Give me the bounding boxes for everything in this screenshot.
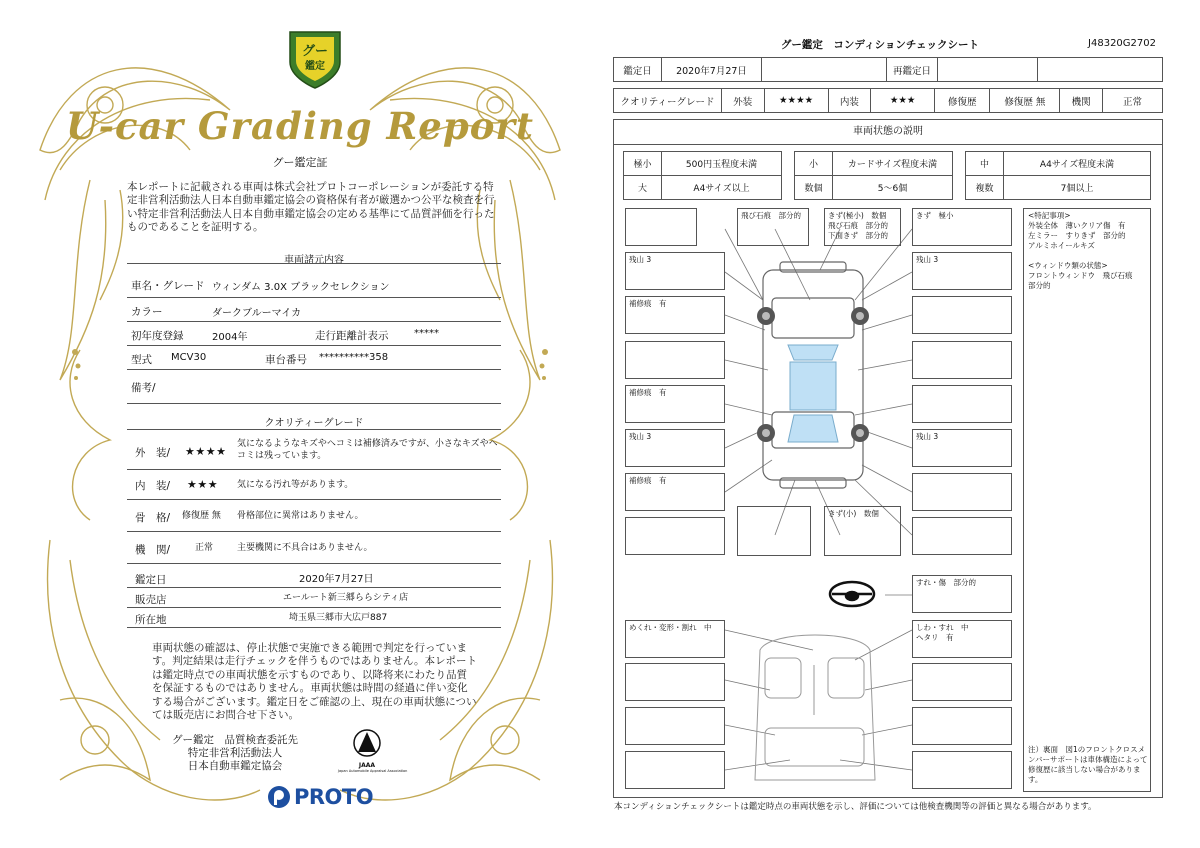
box-seat-left-2 <box>625 663 725 701</box>
sheet-code: J48320G2702 <box>1088 38 1156 49</box>
box-seat-left: めくれ・変形・割れ 中 <box>625 620 725 658</box>
interior-stars: ★★★ <box>187 478 219 491</box>
address-value: 埼玉県三郷市大広戸887 <box>289 613 388 623</box>
spec-row-color: カラー ダークブルーマイカ <box>127 298 501 322</box>
goo-kantei-badge <box>286 28 344 90</box>
date-table: 鑑定日 2020年7月27日 再鑑定日 <box>613 57 1163 82</box>
box-seat-right-3 <box>912 707 1012 745</box>
jaaa-emblem-icon <box>352 728 382 758</box>
frame-comment: 骨格部位に異常はありません。 <box>237 511 364 521</box>
jaaa-logo: JAAA Japan Automobile Appraisal Association <box>338 728 396 773</box>
box-seat-left-3 <box>625 707 725 745</box>
report-title: U-car Grading Report <box>66 104 534 148</box>
grade-table: クオリティーグレード 外装 ★★★★ 内装 ★★★ 修復歴 修復歴 無 機関 正常 <box>613 88 1163 113</box>
box-right-1: 残山 3 <box>912 252 1012 290</box>
box-left-2: 補修痕 有 <box>625 296 725 334</box>
sheet-title: グー鑑定 コンディションチェックシート <box>780 39 980 51</box>
info-row-dealer: 販売店 エールート新三郷ららシティ店 <box>127 588 501 608</box>
condition-check-sheet <box>600 0 1200 848</box>
box-left-1: 残山 3 <box>625 252 725 290</box>
box-bottom-1 <box>625 517 725 555</box>
box-left-3 <box>625 341 725 379</box>
sheet-bottom-note: 本コンディションチェックシートは鑑定時点の車両状態を示し、評価については他検査機関等の評価と異なる場合があります。 <box>614 802 1097 812</box>
box-top-4: きず(極小) 数個 飛び石痕 部分的 下面きず 部分的 <box>824 208 901 246</box>
engine-value: 正常 <box>195 543 214 553</box>
org-block: グー鑑定 品質検査委託先 特定非営利活動法人 日本自動車鑑定協会 <box>172 734 298 772</box>
sheet-date: 2020年7月27日 <box>662 58 762 82</box>
info-row-address: 所在地 埼玉県三郷市大広戸887 <box>127 608 501 628</box>
model-value: MCV30 <box>171 352 207 363</box>
divider <box>127 426 501 430</box>
box-right-6 <box>912 473 1012 511</box>
spec-row-name: 車名・グレード ウィンダム 3.0X ブラックセレクション <box>127 272 501 298</box>
box-right-3 <box>912 341 1012 379</box>
exterior-stars: ★★★★ <box>185 445 227 458</box>
exterior-comment: 気になるようなキズやヘコミは補修済みですが、小さなキズやヘコミは残っています。 <box>237 439 498 461</box>
certificate-intro: 本レポートに記載される車両は株式会社プロトコーポレーションが委託する特定非営利活動法人日本自動車鑑定協会の資格保有者が厳選かつ公平な検査を行い特定非営利活動法人日本自動車鑑定協会の定める基準にて品質評価を行ったものであることを証明する。 <box>127 181 495 234</box>
special-notes: <特記事項> 外装全体 薄いクリア傷 有 左ミラー すりきず 部分的 アルミホイールキズ <ウィンドウ類の状態> フロントウィンドウ 飛び石痕 部分的 <box>1028 211 1133 290</box>
car-name-value: ウィンダム 3.0X ブラックセレクション <box>212 282 390 293</box>
box-top-5: きず 極小 <box>912 208 1012 246</box>
box-top-1 <box>625 208 697 246</box>
box-left-6: 補修痕 有 <box>625 473 725 511</box>
proto-logo: PROTO <box>266 784 373 810</box>
quality-heading: クオリティーグレード <box>264 418 364 429</box>
sheet-exterior-stars: ★★★★ <box>764 89 828 113</box>
svg-text:鑑定: 鑑定 <box>305 61 325 72</box>
spec-row-model: 型式 MCV30 車台番号 **********358 <box>127 346 501 370</box>
sheet-repair-value: 修復歴 無 <box>990 89 1060 113</box>
mileage-value: ***** <box>414 328 439 339</box>
steering-wheel-icon <box>830 582 874 606</box>
box-left-4: 補修痕 有 <box>625 385 725 423</box>
box-bottom-3: きず(小) 数個 <box>824 506 901 556</box>
svg-text:グー: グー <box>301 44 329 59</box>
engine-comment: 主要機関に不具合はありません。 <box>237 543 373 553</box>
condition-heading: 車両状態の説明 <box>613 119 1163 145</box>
box-steering: すれ・傷 部分的 <box>912 575 1012 613</box>
quality-row-exterior: 外 装/ ★★★★ 気になるようなキズやヘコミは補修済みですが、小さなキズやヘコミは残っています。 <box>127 434 501 470</box>
special-notes-box <box>1023 208 1151 792</box>
disclaimer: 車両状態の確認は、停止状態で実施できる範囲で判定を行っています。判定結果は走行チェックを伴うものではありません。本レポートは鑑定時点での車両状態を示すものであり、以降将来にわたり品質を保証するものではありません。車両状態は時間の経過に伴い変化する場合がございます。鑑定日をご確認の上、現在の車両状態については販売店にお問合せ下さい。 <box>152 642 477 722</box>
color-value: ダークブルーマイカ <box>212 308 302 319</box>
sheet-interior-stars: ★★★ <box>871 89 935 113</box>
box-bottom-2 <box>737 506 811 556</box>
inspection-date: 2020年7月27日 <box>299 574 374 585</box>
interior-comment: 気になる汚れ等があります。 <box>237 480 354 490</box>
box-seat-left-4 <box>625 751 725 789</box>
box-right-4 <box>912 385 1012 423</box>
quality-row-frame: 骨 格/ 修復歴 無 骨格部位に異常はありません。 <box>127 500 501 532</box>
box-seat-right-2 <box>912 663 1012 701</box>
first-reg-value: 2004年 <box>212 332 248 343</box>
box-right-5: 残山 3 <box>912 429 1012 467</box>
size-legend-table: 極小 500円玉程度未満 小 カードサイズ程度未満 中 A4サイズ程度未満 大 A4サイズ以上 数個 5～6個 複数 7個以上 <box>623 151 1151 200</box>
certificate-subtitle: グー鑑定証 <box>272 156 328 169</box>
frame-value: 修復歴 無 <box>182 511 221 521</box>
box-left-5: 残山 3 <box>625 429 725 467</box>
spec-row-registration: 初年度登録 2004年 走行距離計表示 ***** <box>127 322 501 346</box>
chassis-value: **********358 <box>319 352 389 363</box>
box-top-2: 飛び石痕 部分的 <box>737 208 809 246</box>
box-seat-right-4 <box>912 751 1012 789</box>
info-row-date: 鑑定日 2020年7月27日 <box>127 566 501 588</box>
box-right-2 <box>912 296 1012 334</box>
dealer-value: エールート新三郷ららシティ店 <box>283 593 409 603</box>
spec-row-remarks: 備考/ <box>127 370 501 404</box>
quality-row-interior: 内 装/ ★★★ 気になる汚れ等があります。 <box>127 470 501 500</box>
proto-p-icon <box>266 784 292 810</box>
box-bottom-4 <box>912 517 1012 555</box>
divider <box>127 262 501 264</box>
box-seat-right: しわ・すれ 中 へタリ 有 <box>912 620 1012 658</box>
footnote: 注）裏面 図1のフロントクロスメンバーサポートは車体構造によって修復歴に該当しない場合があります。 <box>1028 745 1148 784</box>
specs-heading: 車両諸元内容 <box>284 255 344 266</box>
sheet-engine-value: 正常 <box>1103 89 1163 113</box>
quality-row-engine: 機 関/ 正常 主要機関に不具合はありません。 <box>127 532 501 564</box>
